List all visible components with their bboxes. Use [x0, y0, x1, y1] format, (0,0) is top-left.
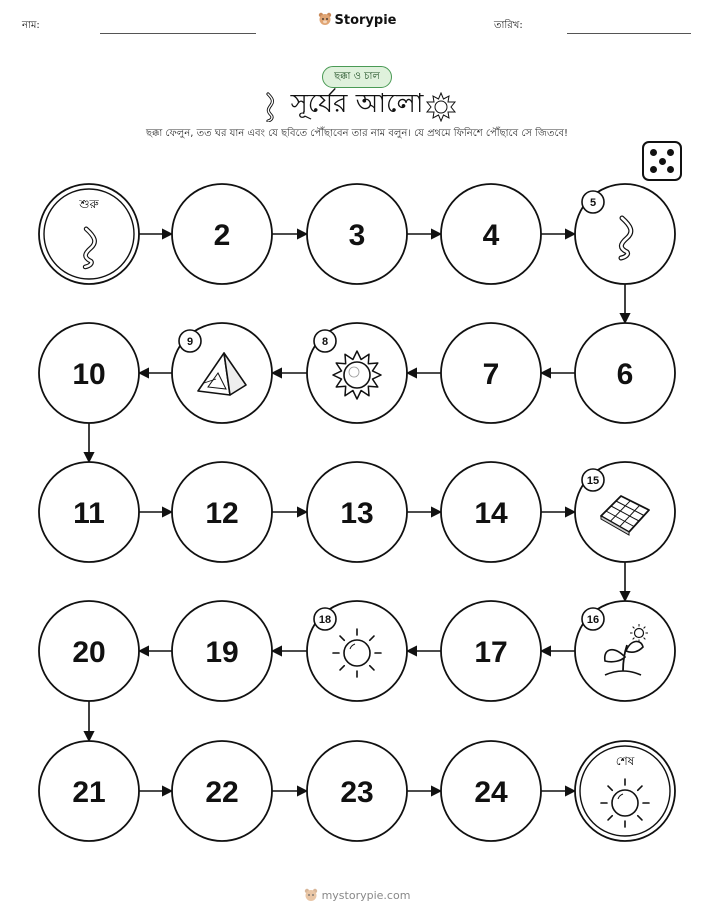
space-number: 2	[213, 219, 231, 252]
board-space[interactable]	[39, 323, 139, 423]
board-space[interactable]	[441, 601, 541, 701]
board-space[interactable]	[172, 741, 272, 841]
board-space[interactable]	[39, 601, 139, 701]
space-number: 13	[340, 497, 374, 530]
board-space[interactable]	[441, 741, 541, 841]
picture-space[interactable]	[575, 601, 675, 701]
space-number: 10	[72, 358, 106, 391]
board-space[interactable]	[575, 323, 675, 423]
board-space[interactable]	[172, 462, 272, 562]
space-number: 18	[318, 614, 332, 626]
space-number: 8	[321, 336, 329, 348]
start-label: শুরু	[79, 197, 99, 211]
space-number: 21	[72, 776, 106, 809]
board-space[interactable]	[441, 184, 541, 284]
finish-label: শেষ	[615, 754, 635, 768]
brand-name: Storypie	[334, 13, 397, 28]
space-number: 17	[474, 636, 508, 669]
space-number: 20	[72, 636, 106, 669]
page-title: সূর্যের আলো	[290, 89, 424, 119]
space-number: 12	[205, 497, 239, 530]
board-space[interactable]	[172, 184, 272, 284]
finish-space[interactable]	[575, 741, 675, 841]
bear-logo-icon	[304, 888, 318, 902]
space-number: 14	[474, 497, 508, 530]
space-number: 5	[589, 197, 597, 209]
footer	[0, 888, 714, 902]
picture-space[interactable]	[172, 323, 272, 423]
date-label: তারিখ:	[494, 20, 523, 31]
board-space[interactable]	[172, 601, 272, 701]
space-number: 7	[482, 358, 500, 391]
space-number: 9	[186, 336, 194, 348]
game-type-badge: ছক্কা ও চাল	[322, 66, 392, 88]
space-number: 23	[340, 776, 374, 809]
board-space[interactable]	[441, 323, 541, 423]
picture-space[interactable]	[575, 462, 675, 562]
footer-url[interactable]: mystorypie.com	[321, 889, 411, 902]
space-number: 24	[474, 776, 508, 809]
space-number: 11	[73, 497, 105, 530]
space-number: 3	[348, 219, 366, 252]
space-number: 22	[205, 776, 239, 809]
board-space[interactable]	[307, 184, 407, 284]
start-space[interactable]	[39, 184, 139, 284]
board-space[interactable]	[39, 741, 139, 841]
space-number: 4	[482, 219, 500, 252]
board-space[interactable]	[307, 741, 407, 841]
name-label: নাম:	[22, 20, 40, 31]
instructions: ছক্কা ফেলুন, তত ঘর যান এবং যে ছবিতে পৌঁছাবেন তার নাম বলুন। যে প্রথমে ফিনিশে পৌঁছাবে সে জিতবে!	[145, 128, 569, 139]
picture-space[interactable]	[307, 601, 407, 701]
space-number: 6	[616, 358, 634, 391]
board-space[interactable]	[39, 462, 139, 562]
space-number: 16	[586, 614, 600, 626]
space-number: 15	[586, 475, 600, 487]
board-space[interactable]	[307, 462, 407, 562]
picture-space[interactable]	[575, 184, 675, 284]
space-number: 19	[205, 636, 239, 669]
picture-space[interactable]	[307, 323, 407, 423]
board-space[interactable]	[441, 462, 541, 562]
